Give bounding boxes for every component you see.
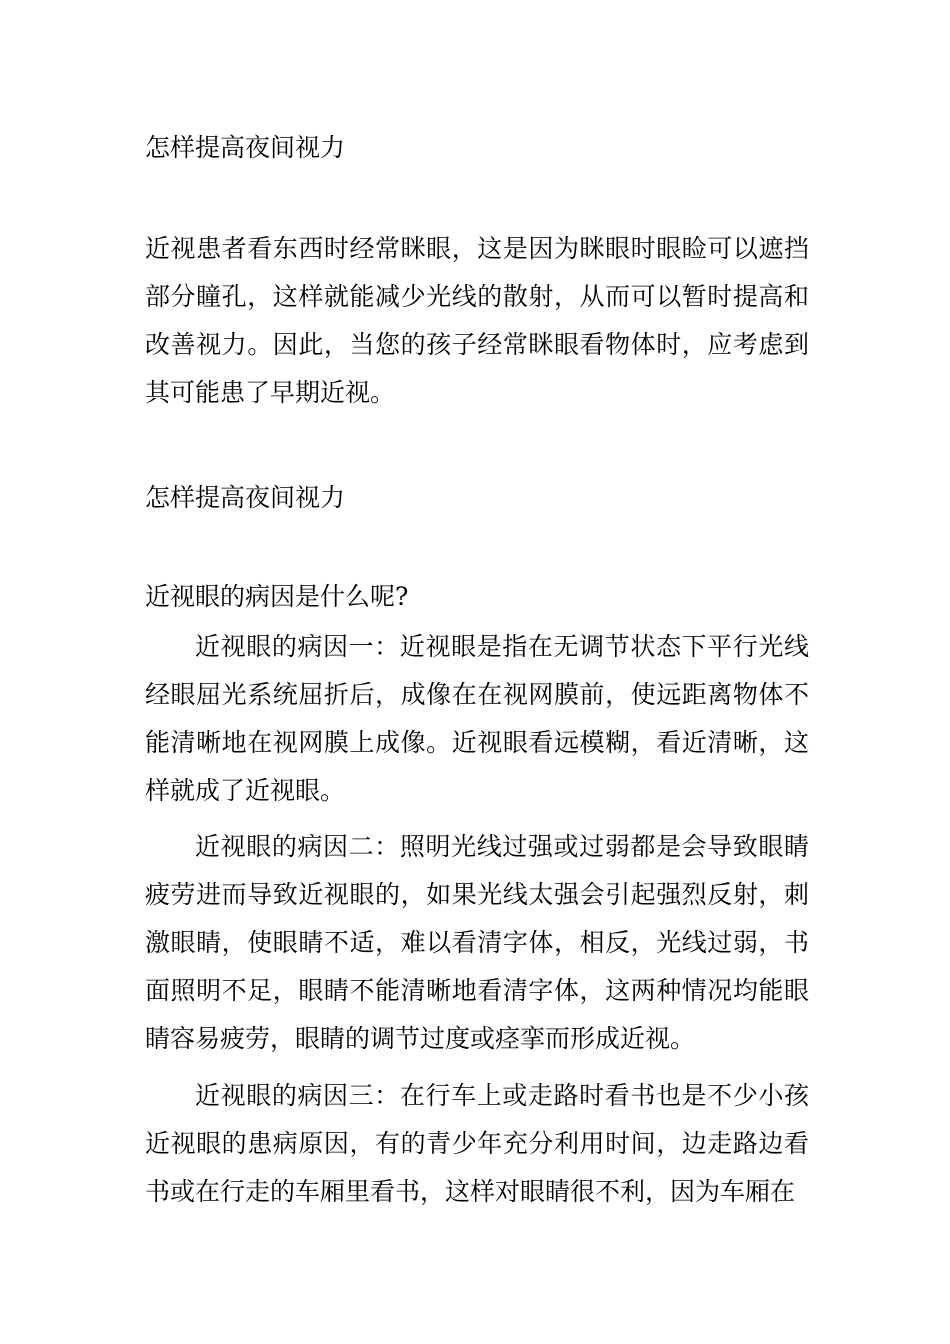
cause-paragraph-1: 近视眼的病因一：近视眼是指在无调节状态下平行光线经眼屈光系统屈折后，成像在在视网膜前，使远距离物体不能清晰地在视网膜上成像。近视眼看远模糊，看近清晰，这样就成了近视眼。 [145, 632, 809, 805]
section-title-1: 怎样提高夜间视力 [145, 133, 346, 162]
intro-paragraph: 近视患者看东西时经常眯眼，这是因为眯眼时眼睑可以遮挡部分瞳孔，这样就能减少光线的散射，从而可以暂时提高和改善视力。因此，当您的孩子经常眯眼看物体时，应考虑到其可能患了早期近视。 [145, 234, 809, 407]
cause-paragraph-3: 近视眼的病因三：在行车上或走路时看书也是不少小孩近视眼的患病原因，有的青少年充分利用时间，边走路边看书或在行走的车厢里看书，这样对眼睛很不利，因为车厢在 [145, 1081, 809, 1206]
section-title-2: 怎样提高夜间视力 [145, 483, 346, 512]
question-heading: 近视眼的病因是什么呢? [145, 582, 409, 611]
cause-paragraph-2: 近视眼的病因二：照明光线过强或过弱都是会导致眼睛疲劳进而导致近视眼的，如果光线太强会引起强烈反射，刺激眼睛，使眼睛不适，难以看清字体，相反，光线过弱，书面照明不足，眼睛不能清晰地看清字体，这两种情况均能眼睛容易疲劳，眼睛的调节过度或痉挛而形成近视。 [145, 832, 809, 1053]
